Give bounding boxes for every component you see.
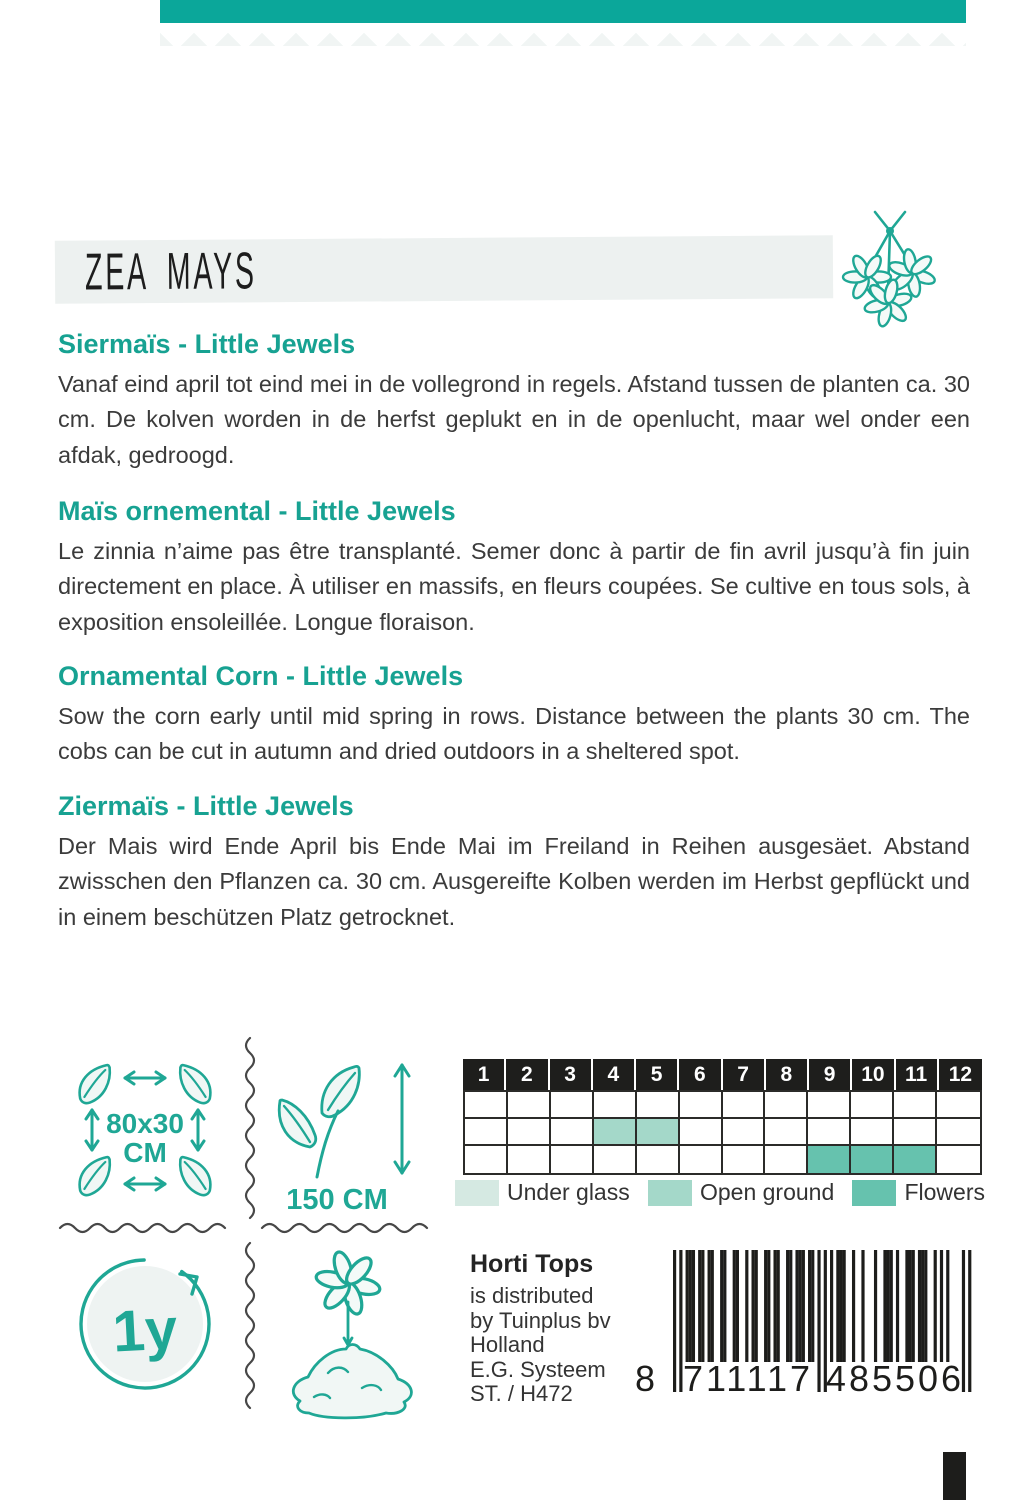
legend-item (455, 1179, 630, 1206)
calendar-cell (937, 1119, 980, 1146)
spacing-unit-label: CM (123, 1137, 167, 1168)
calendar-month-cell: 2 (506, 1059, 549, 1090)
calendar-cell (594, 1092, 637, 1119)
calendar-cell (937, 1092, 980, 1119)
section-body: Sow the corn early until mid spring in rows. Distance between the plants 30 cm. The cobs can be cut in autumn and dried outdoors in a sheltered spot. (58, 703, 970, 765)
calendar-cell (551, 1146, 594, 1173)
calendar-cell (594, 1119, 637, 1146)
distributor-lines (470, 1284, 650, 1407)
calendar-cell (680, 1119, 723, 1146)
legend-item (648, 1179, 834, 1206)
height-value-label: 150 CM (286, 1184, 388, 1216)
calendar-cell (508, 1092, 551, 1119)
barcode-digits-group2: 485506 (825, 1358, 965, 1399)
section-dutch (58, 328, 970, 473)
calendar-cell (765, 1119, 808, 1146)
calendar-cell (808, 1119, 851, 1146)
distributor-line: by Tuinplus bv (470, 1307, 611, 1333)
section-heading: Maïs ornemental - Little Jewels (58, 496, 456, 526)
section-body: Vanaf eind april tot eind mei in de vollegrond in regels. Afstand tussen de planten ca. 30 cm. De kolven worden in de herfst geplukt en in de openlucht, maar wel onder een afdak, gedroogd. (58, 371, 970, 468)
calendar-month-cell: 8 (766, 1059, 809, 1090)
calendar-cell (894, 1092, 937, 1119)
print-registration-mark (943, 1452, 966, 1500)
calendar-cell (637, 1119, 680, 1146)
calendar-month-cell: 3 (550, 1059, 593, 1090)
legend-label: Flowers (904, 1179, 985, 1205)
distributor-line: E.G. Systeem (470, 1356, 606, 1382)
calendar-cell (894, 1146, 937, 1173)
calendar-legend (455, 1179, 985, 1206)
divider-vertical-top (243, 1038, 257, 1233)
calendar-cell (808, 1146, 851, 1173)
calendar-cell (723, 1119, 766, 1146)
calendar-cell (551, 1119, 594, 1146)
calendar-month-cell: 4 (593, 1059, 636, 1090)
calendar-cell (765, 1146, 808, 1173)
top-accent-bar (160, 0, 966, 23)
section-french (58, 495, 970, 640)
species-title: ZEA MAYS (84, 241, 257, 302)
divider-horizontal-right (262, 1221, 444, 1235)
calendar-cell (680, 1146, 723, 1173)
calendar-cell (894, 1119, 937, 1146)
distributor-line: ST. / H472 (470, 1381, 573, 1407)
divider-vertical-bottom (243, 1243, 257, 1423)
section-heading: Ziermaïs - Little Jewels (58, 791, 354, 821)
flower-bunch-icon (838, 210, 944, 330)
zigzag-decoration (160, 26, 966, 46)
calendar-cell (508, 1119, 551, 1146)
spacing-value-label: 80x30 (106, 1108, 184, 1139)
calendar-month-cell: 1 (463, 1059, 506, 1090)
calendar-cell (637, 1146, 680, 1173)
calendar-month-cell: 9 (809, 1059, 852, 1090)
divider-horizontal-left (60, 1221, 242, 1235)
plant-height-icon (262, 1055, 447, 1185)
calendar-grid (463, 1090, 982, 1175)
legend-swatch (455, 1180, 499, 1206)
distributor-name: Horti Tops (470, 1250, 594, 1278)
calendar-cell (465, 1146, 508, 1173)
calendar-month-cell: 7 (723, 1059, 766, 1090)
calendar-cell (465, 1119, 508, 1146)
calendar-month-cell: 6 (679, 1059, 722, 1090)
calendar-cell (723, 1092, 766, 1119)
barcode-digit-left: 8 (634, 1358, 656, 1399)
species-title-band (55, 235, 833, 303)
flower-mound-icon (278, 1245, 428, 1425)
calendar-month-cell: 11 (896, 1059, 939, 1090)
section-heading: Ornamental Corn - Little Jewels (58, 661, 464, 691)
calendar-cell (937, 1146, 980, 1173)
calendar-cell (594, 1146, 637, 1173)
calendar-cell (851, 1119, 894, 1146)
legend-swatch (648, 1180, 692, 1206)
calendar-cell (551, 1092, 594, 1119)
calendar-cell (465, 1092, 508, 1119)
calendar-cell (808, 1092, 851, 1119)
calendar-cell (765, 1092, 808, 1119)
section-english (58, 660, 970, 770)
calendar-cell (851, 1146, 894, 1173)
calendar-month-cell: 12 (939, 1059, 982, 1090)
section-german (58, 790, 970, 935)
section-heading: Siermaïs - Little Jewels (58, 329, 356, 359)
calendar-cell (723, 1146, 766, 1173)
calendar-cell (637, 1092, 680, 1119)
legend-item (852, 1179, 985, 1206)
section-body: Der Mais wird Ende April bis Ende Mai im Freiland in Reihen ausgesäet. Abstand zwisschen den Pflanzen ca. 30 cm. Ausgereifte Kolben werden im Herbst gepflückt und in einem beschützen Platz getrocknet. (58, 833, 970, 930)
distributor-line: Holland (470, 1332, 545, 1358)
barcode-digits-group1: 711117 (682, 1358, 814, 1399)
calendar-cell (508, 1146, 551, 1173)
lifecycle-value-label: 1y (111, 1296, 179, 1365)
section-body: Le zinnia n’aime pas être transplanté. Semer donc à partir de fin avril jusqu’à fin juin directement en place. À utiliser en massifs, en fleurs coupées. Se cultive en tous sols, à exposition ensoleillée. Longue floraison. (58, 538, 970, 635)
legend-label: Open ground (699, 1179, 835, 1205)
distributor-line: is distributed (470, 1283, 594, 1308)
calendar-cell (680, 1092, 723, 1119)
calendar-month-header (463, 1059, 982, 1090)
calendar-cell (851, 1092, 894, 1119)
distributor-block (470, 1250, 650, 1407)
legend-swatch (852, 1180, 896, 1206)
calendar-month-cell: 10 (852, 1059, 895, 1090)
calendar-month-cell: 5 (636, 1059, 679, 1090)
legend-label: Under glass (507, 1179, 630, 1205)
